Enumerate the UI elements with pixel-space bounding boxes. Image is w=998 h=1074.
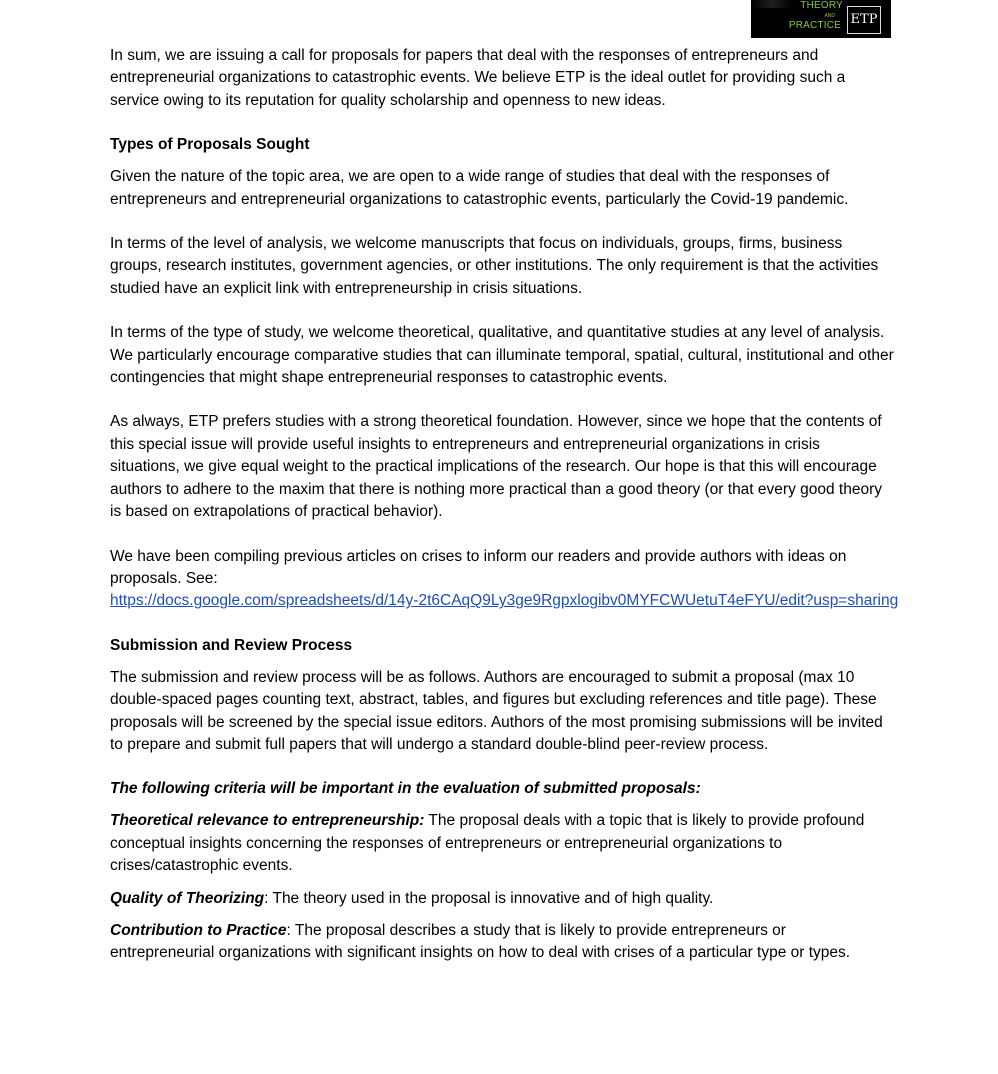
logo-etp-box: ETP (847, 6, 881, 34)
document-body (110, 45, 899, 975)
spreadsheet-link[interactable]: https://docs.google.com/spreadsheets/d/14y-2t6CAqQ9Ly3ge9Rgpxlogibv0MYFCWUetuT4eFYU/edit?usp=sharing (110, 592, 899, 610)
logo-line-and: AND (824, 13, 835, 19)
criterion-term: Contribution to Practice (110, 921, 287, 939)
intro-paragraph: In sum, we are issuing a call for proposals for papers that deal with the responses of entrepreneurs and entrepreneurial organizations to catastrophic events. We believe ETP is the ideal outlet for providing such a service owing to its reputation for quality scholarship and openness to new ideas. (110, 47, 846, 109)
types-paragraph-5-text: We have been compiling previous articles on crises to inform our readers and provide authors with ideas on proposals. See: (110, 547, 847, 587)
criterion-item (110, 920, 894, 965)
types-paragraph-3: In terms of the type of study, we welcome theoretical, qualitative, and quantitative studies at any level of analysis. We particularly encourage comparative studies that can illuminate temporal, spatial, cultural, institutional and other contingencies that might shape entrepreneurial responses to catastrophic events. (110, 324, 894, 387)
criterion-item (110, 888, 894, 910)
logo-line-practice: PRACTICE (788, 20, 841, 31)
criterion-term: Quality of Theorizing (110, 889, 265, 907)
logo-fade-decoration (751, 0, 793, 8)
types-paragraph-1: Given the nature of the topic area, we are open to a wide range of studies that deal with the responses of entrepreneurs and entrepreneurial organizations to catastrophic events, particularly the Covid-19 pandemic. (110, 168, 849, 208)
criterion-term: Theoretical relevance to entrepreneurship: (110, 812, 425, 830)
criteria-title: The following criteria will be important in the evaluation of submitted proposals: (110, 780, 701, 798)
criterion-item (110, 810, 894, 877)
types-paragraph-4: As always, ETP prefers studies with a strong theoretical foundation. However, since we hope that the contents of this special issue will provide useful insights to entrepreneurs and entrepreneurial organizations in crisis situations, we give equal weight to the practical implications of the research. Our hope is that this will encourage authors to adhere to the maxim that there is nothing more practical than a good theory (or that every good theory is based on extrapolations of practical behavior). (110, 413, 882, 521)
submission-paragraph: The submission and review process will be as follows. Authors are encouraged to submit a proposal (max 10 double-spaced pages counting text, abstract, tables, and figures but excluding references and title page). These proposals will be screened by the special issue editors. Authors of the most promising submissions will be invited to prepare and submit full papers that will undergo a standard double-blind peer-review process. (110, 668, 883, 753)
types-paragraph-2: In terms of the level of analysis, we welcome manuscripts that focus on individuals, groups, firms, business groups, research institutes, government agencies, or other institutions. The only requirement is that the activities studied have an explicit link with entrepreneurship in crisis situations. (110, 235, 879, 297)
types-heading: Types of Proposals Sought (110, 136, 310, 154)
criterion-text: : The proposal describes a study that is likely to provide entrepreneurs or entrepreneurial organizations with significant insights on how to deal with crises of a particular type or types. (110, 921, 851, 962)
criterion-text: The proposal deals with a topic that is likely to provide profound conceptual insights concerning the responses of entrepreneurs or entrepreneurial organizations to crises/catastrophic events. (110, 812, 865, 875)
logo-line-theory: THEORY (800, 0, 843, 11)
criterion-text: : The theory used in the proposal is innovative and of high quality. (264, 889, 714, 907)
etp-logo (751, 0, 891, 38)
submission-heading: Submission and Review Process (110, 636, 353, 654)
types-paragraph-5 (110, 546, 899, 613)
